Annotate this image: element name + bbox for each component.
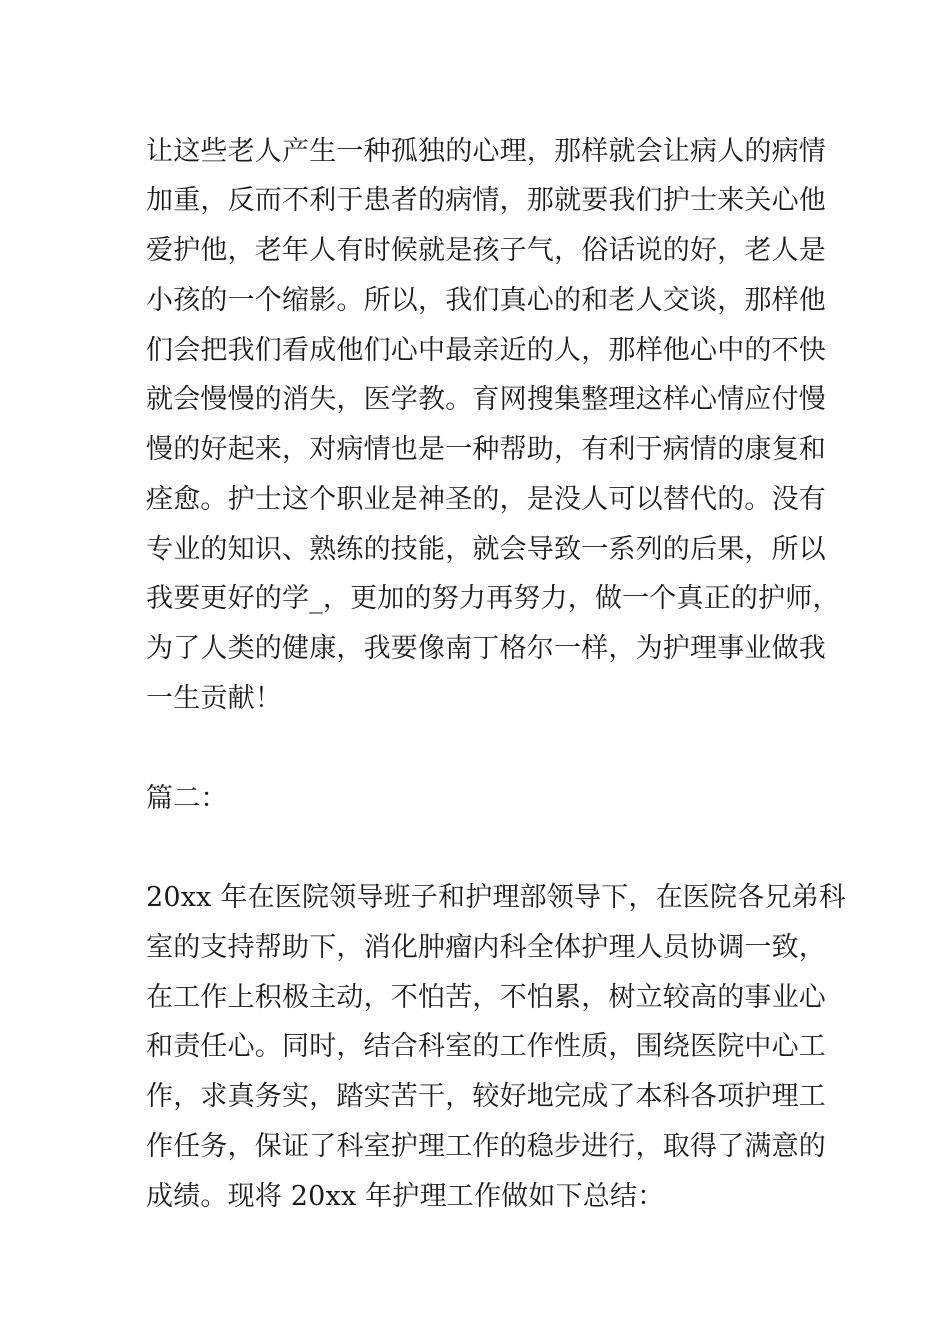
paragraph-2-line-5: 作，求真务实，踏实苦干，较好地完成了本科各项护理工 — [146, 1081, 826, 1112]
paragraph-2-line-7: 成绩。现将 20xx 年护理工作做如下总结： — [146, 1181, 665, 1212]
paragraph-1-line-3: 爱护他，老年人有时候就是孩子气，俗话说的好，老人是 — [146, 235, 826, 266]
paragraph-1-line-2: 加重，反而不利于患者的病情，那就要我们护士来关心他 — [146, 185, 826, 216]
paragraph-1-line-8: 痊愈。护士这个职业是神圣的，是没人可以替代的。没有 — [146, 484, 826, 515]
paragraph-2-line-1: 20xx 年在医院领导班子和护理部领导下，在医院各兄弟科 — [146, 882, 846, 913]
paragraph-2-line-2: 室的支持帮助下，消化肿瘤内科全体护理人员协调一致， — [146, 932, 826, 963]
paragraph-1-line-1: 让这些老人产生一种孤独的心理，那样就会让病人的病情 — [146, 136, 826, 167]
section-heading: 篇二： — [146, 783, 228, 814]
paragraph-1-line-12: 一生贡献！ — [146, 683, 282, 714]
paragraph-1-line-4: 小孩的一个缩影。所以，我们真心的和老人交谈，那样他 — [146, 285, 826, 316]
paragraph-1-line-6: 就会慢慢的消失，医学教。育网搜集整理这样心情应付慢 — [146, 384, 826, 415]
paragraph-1-line-9: 专业的知识、熟练的技能，就会导致一系列的后果，所以 — [146, 534, 826, 565]
paragraph-1-line-7: 慢的好起来，对病情也是一种帮助，有利于病情的康复和 — [146, 434, 826, 465]
paragraph-1-line-11: 为了人类的健康，我要像南丁格尔一样，为护理事业做我 — [146, 633, 826, 664]
paragraph-1-line-5: 们会把我们看成他们心中最亲近的人，那样他心中的不快 — [146, 335, 826, 366]
paragraph-1-line-10: 我要更好的学_，更加的努力再努力，做一个真正的护师， — [146, 583, 840, 614]
paragraph-2-line-6: 作任务，保证了科室护理工作的稳步进行，取得了满意的 — [146, 1131, 826, 1162]
paragraph-2-line-4: 和责任心。同时，结合科室的工作性质，围绕医院中心工 — [146, 1031, 826, 1062]
paragraph-2-line-3: 在工作上积极主动，不怕苦，不怕累，树立较高的事业心 — [146, 982, 826, 1013]
